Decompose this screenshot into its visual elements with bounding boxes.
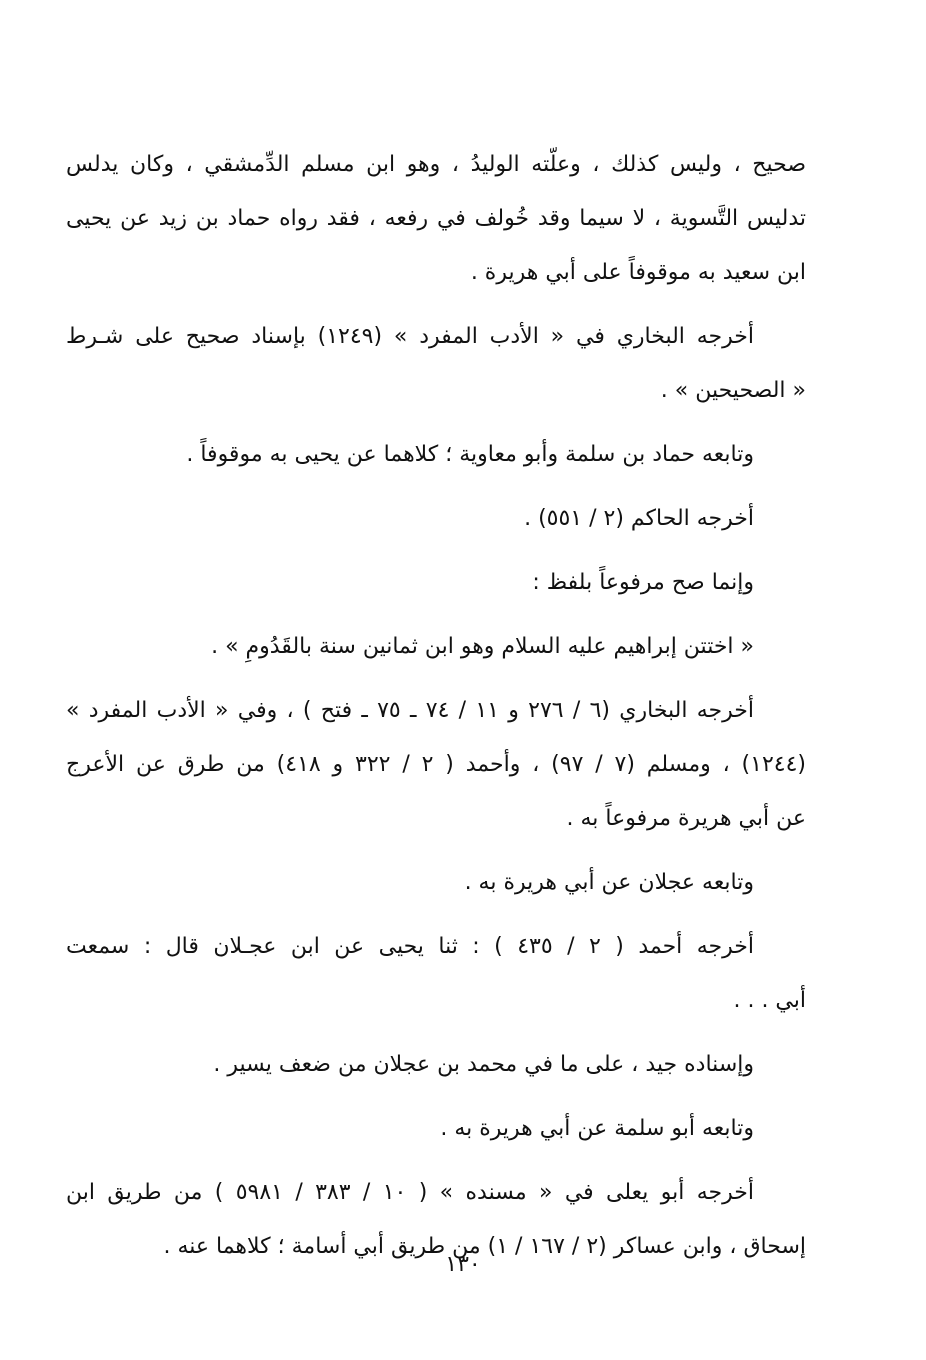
text-line: أخرجه أحمد ( ٢ / ٤٣٥ ) : ثنا يحيى عن ابن عجـلان قال : سمعت [66, 934, 754, 959]
page-number: ١٣٠ [445, 1252, 481, 1277]
text-line: صحيح ، وليس كذلك ، وعلّته الوليدُ ، وهو ابن مسلم الدِّمشقي ، وكان يدلس [66, 152, 806, 177]
text-line: أخرجه الحاكم (٢ / ٥٥١) . [524, 506, 754, 531]
paragraph [66, 492, 806, 546]
paragraph [66, 920, 806, 1028]
text-line: (١٢٤٤) ، ومسلم (٧ / ٩٧) ، وأحمد ( ٢ / ٣٢٢ و ٤١٨) من طرق عن الأعرج [66, 752, 806, 777]
text-line: أبي . . . [733, 988, 806, 1013]
paragraph [66, 1102, 806, 1156]
text-line: وتابعه عجلان عن أبي هريرة به . [464, 870, 754, 895]
text-line: أخرجه أبو يعلى في « مسنده » ( ١٠ / ٣٨٣ / ٥٩٨١ ) من طريق ابن [66, 1180, 754, 1205]
paragraph [66, 138, 806, 300]
paragraph [66, 556, 806, 610]
text-line: وإنما صح مرفوعاً بلفظ : [532, 570, 754, 595]
paragraph [66, 856, 806, 910]
paragraph [66, 620, 806, 674]
text-line: « اختتن إبراهيم عليه السلام وهو ابن ثمانين سنة بالقَدُومِ » . [211, 634, 754, 659]
text-line: وإسناده جيد ، على ما في محمد بن عجلان من ضعف يسير . [213, 1052, 754, 1077]
paragraph [66, 684, 806, 846]
main-text [66, 138, 806, 1274]
text-line: وتابعه أبو سلمة عن أبي هريرة به . [440, 1116, 754, 1141]
text-line: « الصحيحين » . [660, 378, 806, 403]
text-line: أخرجه البخاري في « الأدب المفرد » (١٢٤٩) بإسناد صحيح على شـرط [66, 324, 754, 349]
paragraph [66, 310, 806, 418]
text-line: تدليس التَّسوية ، لا سيما وقد خُولف في رفعه ، فقد رواه حماد بن زيد عن يحيى [66, 206, 806, 231]
text-line: أخرجه البخاري (٦ / ٢٧٦ و ١١ / ٧٤ ـ ٧٥ ـ فتح ) ، وفي « الأدب المفرد » [66, 698, 754, 723]
text-line: إسحاق ، وابن عساكر (٢ / ١٦٧ / ١) من طريق أبي أسامة ؛ كلاهما عنه . [163, 1234, 806, 1259]
paragraph [66, 428, 806, 482]
text-line: عن أبي هريرة مرفوعاً به . [566, 806, 806, 831]
paragraph [66, 1038, 806, 1092]
text-line: وتابعه حماد بن سلمة وأبو معاوية ؛ كلاهما عن يحيى به موقوفاً . [186, 442, 754, 467]
text-line: ابن سعيد به موقوفاً على أبي هريرة . [470, 260, 806, 285]
